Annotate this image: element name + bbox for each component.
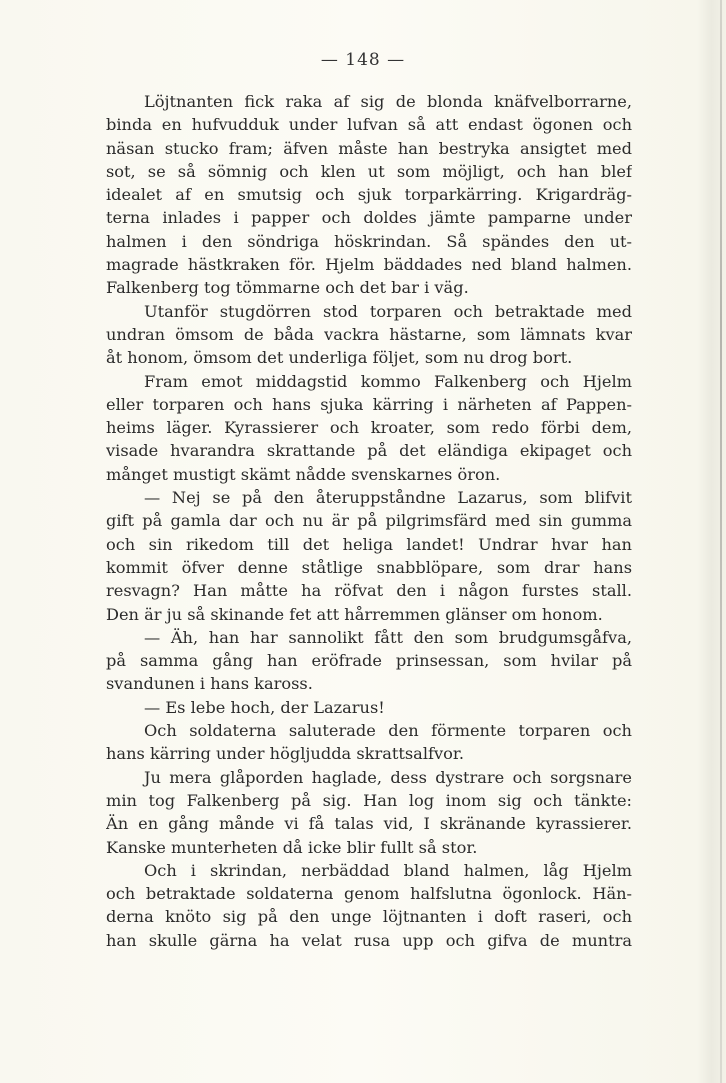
text-line: Löjtnanten fick raka af sig de blonda knäfvelborrarne, [144,92,632,111]
text-line: Utanför stugdörren stod torparen och betraktade med [144,301,632,321]
text-line: Kanske munterheten då icke blir fullt så stor. [106,837,478,857]
text-line: Och i skrindan, nerbäddad bland halmen, låg Hjelm [144,860,632,880]
text-line: och sin rikedom till det heliga landet! Undrar hvar han [106,534,632,554]
text-line: Och soldaterna saluterade den förmente torparen och [144,721,632,741]
text-line: hans kärring under högljudda skrattsalfvor. [106,744,464,764]
text-line: näsan stucko fram; äfven måste han bestryka ansigtet med [106,138,632,158]
text-line: Fram emot middagstid kommo Falkenberg och Hjelm [144,371,632,391]
text-line: månget mustigt skämt nådde svenskarnes öron. [106,464,501,484]
text-line: halmen i den söndriga höskrindan. Så spändes den ut- [106,231,632,251]
text-line: på samma gång han eröfrade prinsessan, som hvilar på [106,651,632,671]
text-line: derna knöto sig på den unge löjtnanten i doft raseri, och [106,907,632,927]
page-edge-shadow [720,0,722,1083]
text-line: Den är ju så skinande fet att hårremmen glänser om honom. [106,604,603,624]
text-line: Än en gång månde vi få talas vid, I skränande kyrassierer. [106,814,632,834]
text-line: och betraktade soldaterna genom halfslutna ögonlock. Hän- [106,884,632,904]
text-line: heims läger. Kyrassierer och kroater, som redo förbi dem, [106,418,632,438]
page-number: — 148 — [320,50,406,70]
text-line: Ju mera glåporden haglade, dess dystrare och sorgsnare [144,767,632,787]
text-line: resvagn? Han måtte ha röfvat den i någon furstes stall. [106,581,632,601]
text-line: visade hvarandra skrattande på det eländiga ekipaget och [106,441,632,461]
text-line: min tog Falkenberg på sig. Han log inom sig och tänkte: [106,790,632,810]
text-line: binda en hufvudduk under lufvan så att endast ögonen och [106,115,632,135]
text-line: eller torparen och hans sjuka kärring i närheten af Pappen- [106,394,632,414]
text-line: Falkenberg tog tömmarne och det bar i väg. [106,278,469,298]
text-line: svandunen i hans kaross. [106,674,313,694]
text-line: gift på gamla dar och nu är på pilgrimsfärd med sin gumma [106,511,632,531]
text-line: undran ömsom de båda vackra hästarne, som lämnats kvar [106,324,632,344]
text-line: magrade hästkraken för. Hjelm bäddades ned bland halmen. [106,255,632,275]
text-line: idealet af en smutsig och sjuk torparkärring. Krigardräg- [106,185,632,205]
text-line: kommit öfver denne ståtlige snabblöpare, som drar hans [106,557,632,577]
text-line: terna inlades i papper och doldes jämte pamparne under [106,208,632,228]
text-line: — Äh, han har sannolikt fått den som brudgumsgåfva, [144,627,632,647]
body-text [106,90,632,952]
text-line: sot, se så sömnig och klen ut som möjligt, och han blef [106,161,632,181]
text-line: — Nej se på den återuppståndne Lazarus, som blifvit [144,488,632,508]
text-line: han skulle gärna ha velat rusa upp och gifva de muntra [106,930,632,950]
text-line: åt honom, ömsom det underliga följet, som nu drog bort. [106,348,573,368]
text-line: — Es lebe hoch, der Lazarus! [144,697,385,717]
